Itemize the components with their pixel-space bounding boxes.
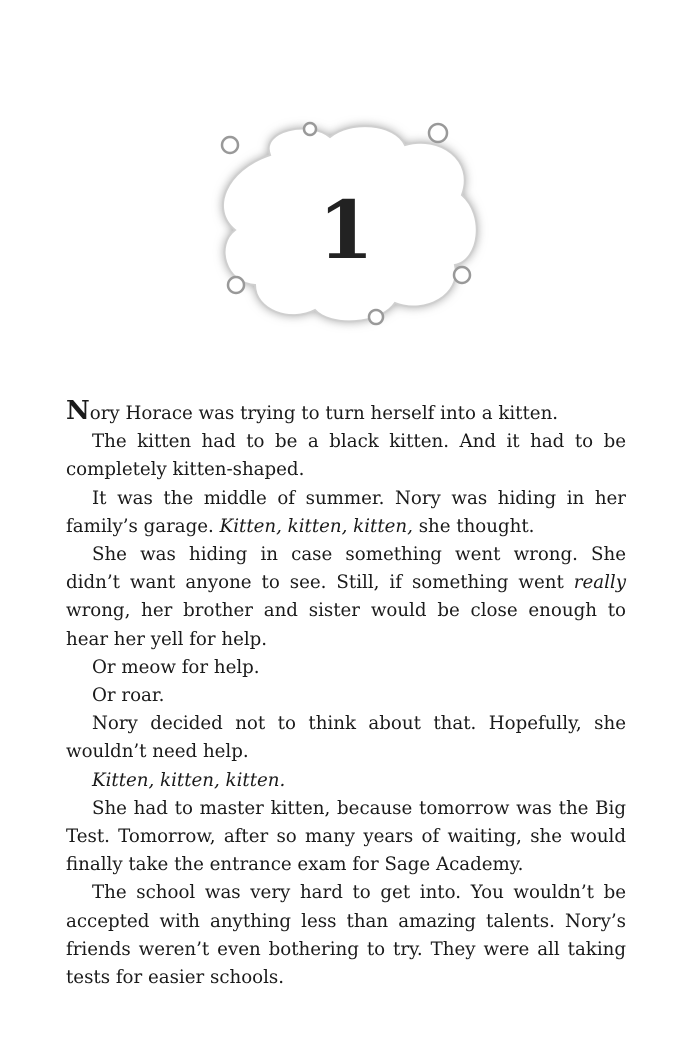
paragraph — [66, 654, 626, 682]
italic-text: Kitten, kitten, kitten. — [92, 769, 286, 791]
text-run: She was hiding in case something went wrong. She didn’t want anyone to see. Still, if something went — [66, 544, 626, 594]
paragraph — [66, 428, 626, 484]
italic-text: Kitten, kitten, kitten, — [219, 515, 413, 537]
paragraph — [66, 485, 626, 541]
text-run: Nory decided not to think about that. Hopefully, she wouldn’t need help. — [66, 713, 626, 763]
chapter-badge — [200, 115, 492, 337]
paragraph — [66, 396, 626, 428]
text-run: Or roar. — [92, 685, 165, 707]
paragraph — [66, 795, 626, 880]
drop-cap: N — [66, 396, 90, 426]
text-run: wrong, her brother and sister would be close enough to hear her yell for help. — [66, 600, 626, 650]
italic-text: really — [573, 572, 626, 594]
text-run: ory Horace was trying to turn herself into a kitten. — [89, 403, 559, 424]
paragraph — [66, 541, 626, 654]
text-run: It was the middle of summer. Nory was hiding in her family’s garage. — [66, 487, 626, 537]
chapter-text — [66, 396, 626, 992]
paragraph — [66, 682, 626, 710]
text-run: she thought. — [412, 515, 535, 537]
paragraph — [66, 710, 626, 766]
text-run: The kitten had to be a black kitten. And it had to be completely kitten-shaped. — [66, 431, 626, 481]
paragraph — [66, 879, 626, 992]
chapter-number: 1 — [318, 183, 374, 277]
text-run: She had to master kitten, because tomorrow was the Big Test. Tomorrow, after so many years of waiting, she would finally take the entrance exam for Sage Academy. — [66, 797, 626, 876]
text-run: Or meow for help. — [92, 656, 260, 678]
paragraph — [66, 767, 626, 795]
text-run: The school was very hard to get into. You wouldn’t be accepted with anything less than amazing talents. Nory’s friends weren’t even bothering to try. They were all taking tests for easier schools. — [66, 882, 626, 989]
